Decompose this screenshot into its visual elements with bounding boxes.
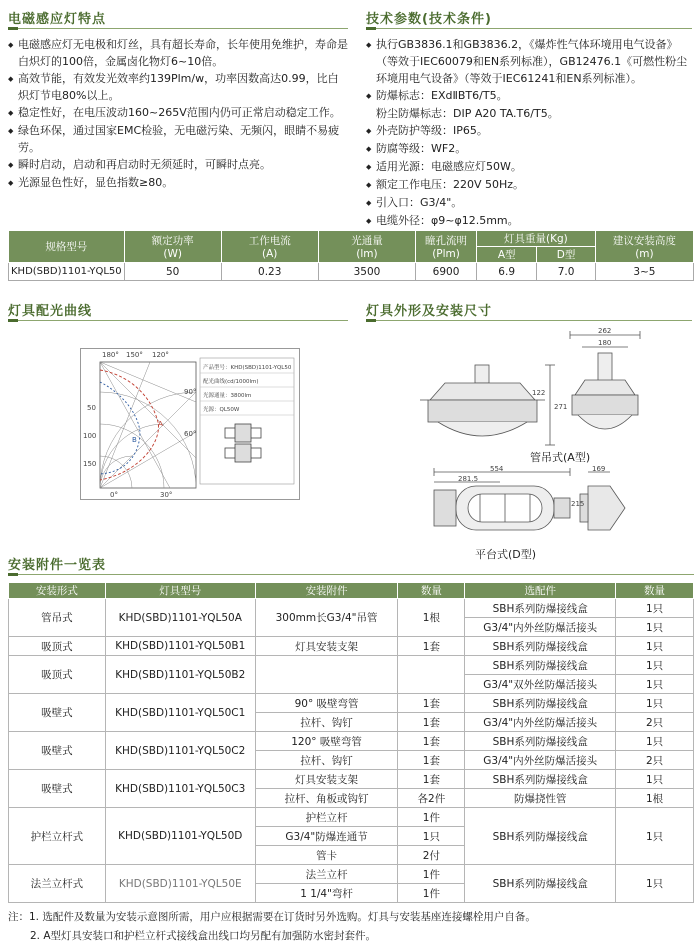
table-row xyxy=(9,808,694,827)
acc-cell: SBH系列防爆接线盒 xyxy=(465,694,616,713)
spec-table xyxy=(8,230,694,281)
acc-cell: SBH系列防爆接线盒 xyxy=(465,865,616,903)
list-item xyxy=(366,105,694,122)
acc-cell: 1只 xyxy=(616,656,694,675)
spec-cell: 3500 xyxy=(318,263,415,281)
tech-rule xyxy=(366,28,692,29)
list-item-text: 光源显色性好，显色指数≥80。 xyxy=(18,176,174,189)
acc-cell: 1只 xyxy=(616,770,694,789)
acc-cell: 各2件 xyxy=(398,789,465,808)
acc-cell: 吸顶式 xyxy=(9,656,106,694)
dim-label: 180 xyxy=(598,339,612,347)
acc-cell: SBH系列防爆接线盒 xyxy=(465,732,616,751)
list-item xyxy=(8,174,348,192)
acc-cell: 管卡 xyxy=(255,846,398,865)
acc-cell: 2只 xyxy=(616,713,694,732)
list-item-text: 执行GB3836.1和GB3836.2，《爆炸性气体环境用电气设备》（等效于IEC60079和EN系列标准），GB12476.1《可燃性粉尘环境用电气设备》（等效于IEC61241和EN系列标准）。 xyxy=(376,38,688,85)
acc-cell: 1件 xyxy=(398,884,465,903)
acc-header: 数量 xyxy=(398,583,465,599)
dim-label: 281.5 xyxy=(458,475,479,483)
acc-header: 灯具型号 xyxy=(105,583,255,599)
acc-cell: 1套 xyxy=(398,732,465,751)
dim-label: 122 xyxy=(532,389,546,397)
bullet-icon: ◆ xyxy=(366,92,372,100)
acc-cell: 灯具安装支架 xyxy=(255,637,398,656)
dim-label: 554 xyxy=(490,465,504,473)
angle-label: 90° xyxy=(184,388,197,396)
dims-rule xyxy=(366,320,692,321)
acc-cell: G3/4"内外丝防爆活接头 xyxy=(465,713,616,732)
acc-cell: 1根 xyxy=(616,789,694,808)
acc-cell: 2只 xyxy=(616,751,694,770)
list-item-text: 瞬时启动，启动和再启动时无须延时，可瞬时点亮。 xyxy=(18,158,271,171)
bullet-icon: ◆ xyxy=(8,127,14,135)
bullet-icon: ◆ xyxy=(366,199,372,207)
light-distribution-diagram xyxy=(80,348,300,500)
list-item-text: 防腐等级：WF2。 xyxy=(376,142,467,155)
acc-cell: 吸壁式 xyxy=(9,732,106,770)
info-line: 光源：QL50W xyxy=(203,407,240,413)
bullet-icon: ◆ xyxy=(8,41,14,49)
spec-cell: 6900 xyxy=(416,263,477,281)
spec-cell: 0.23 xyxy=(221,263,318,281)
acc-cell: G3/4"防爆连通节 xyxy=(255,827,398,846)
spec-cell: 3~5 xyxy=(595,263,693,281)
acc-cell: KHD(SBD)1101-YQL50B1 xyxy=(105,637,255,656)
bullet-icon: ◆ xyxy=(8,75,14,83)
features-title: 电磁感应灯特点 xyxy=(8,12,107,27)
bullet-icon: ◆ xyxy=(8,109,14,117)
acc-cell: 1套 xyxy=(398,770,465,789)
bullet-icon: ◆ xyxy=(8,161,14,169)
light-curve-title: 灯具配光曲线 xyxy=(8,304,93,319)
bullet-icon: ◆ xyxy=(366,127,372,135)
list-item xyxy=(8,70,348,104)
radius-label: 150 xyxy=(83,460,97,468)
acc-cell: 1只 xyxy=(616,675,694,694)
light-curve-rule xyxy=(8,320,348,321)
list-item-text: 电缆外径：φ9~φ12.5mm。 xyxy=(376,214,519,227)
dim-label: 215 xyxy=(571,500,585,508)
acc-cell: KHD(SBD)1101-YQL50C3 xyxy=(105,770,255,808)
acc-cell: KHD(SBD)1101-YQL50A xyxy=(105,599,255,637)
list-item xyxy=(366,194,694,212)
bullet-icon: ◆ xyxy=(366,217,372,225)
acc-cell xyxy=(398,656,465,694)
table-row xyxy=(9,865,694,884)
acc-cell: 拉杆、角板或钩钉 xyxy=(255,789,398,808)
bullet-icon: ◆ xyxy=(366,163,372,171)
acc-cell: 1件 xyxy=(398,865,465,884)
spec-h-height: 建议安装高度 (m) xyxy=(595,231,693,263)
tech-list xyxy=(366,36,694,230)
acc-cell: SBH系列防爆接线盒 xyxy=(465,808,616,865)
list-item xyxy=(366,176,694,194)
acc-title: 安装附件一览表 xyxy=(8,558,107,573)
acc-cell: 1 1/4"弯杆 xyxy=(255,884,398,903)
spec-h-weight: 灯具重量(Kg) xyxy=(476,231,595,247)
spec-h-weight-a: A型 xyxy=(476,247,536,263)
list-item-text: 适用光源：电磁感应灯50W。 xyxy=(376,160,522,173)
angle-label: 60° xyxy=(184,430,197,438)
acc-cell: 1套 xyxy=(398,751,465,770)
features-rule xyxy=(8,28,348,29)
acc-cell: 1套 xyxy=(398,637,465,656)
notes xyxy=(8,908,698,944)
table-row xyxy=(9,599,694,618)
acc-cell: 吸壁式 xyxy=(9,694,106,732)
dim-label: 271 xyxy=(554,403,568,411)
dim-label: 262 xyxy=(598,327,612,335)
acc-cell: 1只 xyxy=(616,808,694,865)
angle-label: 120° xyxy=(152,351,169,359)
angle-label: 150° xyxy=(126,351,143,359)
bullet-icon: ◆ xyxy=(366,41,372,49)
list-item-text: 粉尘防爆标志：DIP A20 TA.T6/T5。 xyxy=(376,107,559,120)
spec-cell: 6.9 xyxy=(476,263,536,281)
acc-header: 安装附件 xyxy=(255,583,398,599)
acc-cell: 300mm长G3/4"吊管 xyxy=(255,599,398,637)
curve-label-a: A xyxy=(158,420,163,428)
list-item-text: 稳定性好，在电压波动160~265V范围内仍可正常启动稳定工作。 xyxy=(18,106,341,119)
radius-label: 50 xyxy=(87,404,96,412)
radius-label: 100 xyxy=(83,432,97,440)
list-item xyxy=(366,87,694,105)
acc-cell: KHD(SBD)1101-YQL50E xyxy=(105,865,255,903)
list-item xyxy=(8,156,348,174)
caption-type-a: 管吊式(A型) xyxy=(530,451,591,464)
acc-cell: 1只 xyxy=(616,732,694,751)
list-item xyxy=(8,104,348,122)
list-item xyxy=(366,36,694,87)
acc-cell: 1只 xyxy=(398,827,465,846)
acc-rule xyxy=(8,574,694,575)
spec-h-plm: 瞳孔流明 (Plm) xyxy=(416,231,477,263)
spec-cell: 7.0 xyxy=(537,263,595,281)
acc-header: 安装形式 xyxy=(9,583,106,599)
dims-title: 灯具外形及安装尺寸 xyxy=(366,304,493,319)
type-d-drawing xyxy=(420,466,680,544)
bullet-icon: ◆ xyxy=(366,181,372,189)
acc-cell: 拉杆、钩钉 xyxy=(255,751,398,770)
acc-cell: SBH系列防爆接线盒 xyxy=(465,770,616,789)
acc-cell: 拉杆、钩钉 xyxy=(255,713,398,732)
acc-cell: SBH系列防爆接线盒 xyxy=(465,637,616,656)
curve-label-b: B xyxy=(132,436,137,444)
spec-cell: 50 xyxy=(124,263,221,281)
acc-cell: G3/4"内外丝防爆活接头 xyxy=(465,618,616,637)
list-item-text: 绿色环保，通过国家EMC检验，无电磁污染、无频闪，眼睛不易疲劳。 xyxy=(18,124,340,154)
spec-cell: KHD(SBD)1101-YQL50 xyxy=(9,263,125,281)
acc-cell: 1套 xyxy=(398,694,465,713)
table-row xyxy=(9,770,694,789)
caption-type-d: 平台式(D型) xyxy=(475,548,537,561)
acc-cell xyxy=(255,656,398,694)
acc-cell: 1只 xyxy=(616,865,694,903)
note-line: 注：1. 选配件及数量为安装示意图所需，用户应根据需要在订货时另外选购。灯具与安装基座连接螺栓用户自备。 xyxy=(8,911,536,923)
note-line: 2. A型灯具安装口和护栏立杆式接线盒出线口均另配有加强防水密封套件。 xyxy=(30,930,377,942)
spec-h-current: 工作电流 (A) xyxy=(221,231,318,263)
acc-cell: KHD(SBD)1101-YQL50D xyxy=(105,808,255,865)
list-item-text: 引入口：G3/4"。 xyxy=(376,196,463,209)
acc-cell: 1根 xyxy=(398,599,465,637)
table-row xyxy=(9,656,694,675)
list-item xyxy=(366,212,694,230)
acc-cell: 1只 xyxy=(616,637,694,656)
acc-cell: 法兰立杆式 xyxy=(9,865,106,903)
spec-h-power: 额定功率 (W) xyxy=(124,231,221,263)
acc-cell: G3/4"内外丝防爆活接头 xyxy=(465,751,616,770)
dim-label: 169 xyxy=(592,465,606,473)
acc-cell: 吸顶式 xyxy=(9,637,106,656)
acc-cell: KHD(SBD)1101-YQL50C1 xyxy=(105,694,255,732)
acc-cell: 灯具安装支架 xyxy=(255,770,398,789)
spec-h-weight-d: D型 xyxy=(537,247,595,263)
acc-header: 数量 xyxy=(616,583,694,599)
acc-cell: 1套 xyxy=(398,713,465,732)
acc-cell: 1件 xyxy=(398,808,465,827)
table-row xyxy=(9,637,694,656)
bullet-icon: ◆ xyxy=(8,179,14,187)
table-row xyxy=(9,694,694,713)
acc-cell: 2付 xyxy=(398,846,465,865)
list-item-text: 外壳防护等级：IP65。 xyxy=(376,124,488,137)
acc-cell: KHD(SBD)1101-YQL50B2 xyxy=(105,656,255,694)
list-item-text: 额定工作电压：220V 50Hz。 xyxy=(376,178,525,191)
list-item xyxy=(366,122,694,140)
acc-cell: 护栏立杆式 xyxy=(9,808,106,865)
acc-cell: 1只 xyxy=(616,694,694,713)
list-item xyxy=(8,36,348,70)
acc-header: 选配件 xyxy=(465,583,616,599)
accessory-table xyxy=(8,582,694,903)
bullet-icon: ◆ xyxy=(366,145,372,153)
list-item xyxy=(366,158,694,176)
bullet-icon xyxy=(366,105,376,122)
spec-h-model: 规格型号 xyxy=(9,231,125,263)
table-row xyxy=(9,732,694,751)
acc-cell: 护栏立杆 xyxy=(255,808,398,827)
acc-cell: SBH系列防爆接线盒 xyxy=(465,599,616,618)
list-item-text: 防爆标志：EXdⅡBT6/T5。 xyxy=(376,89,508,102)
list-item-text: 电磁感应灯无电极和灯丝，具有超长寿命，长年使用免维护，寿命是白炽灯的100倍，金属卤化物灯6~10倍。 xyxy=(18,38,348,68)
features-list xyxy=(8,36,348,192)
angle-label: 30° xyxy=(160,491,173,499)
acc-cell: 90° 吸壁弯管 xyxy=(255,694,398,713)
type-a-drawing xyxy=(420,325,680,455)
tech-title: 技术参数(技术条件) xyxy=(366,12,492,27)
acc-cell: KHD(SBD)1101-YQL50C2 xyxy=(105,732,255,770)
angle-label: 180° xyxy=(102,351,119,359)
info-line: 配光曲线(cd/1000lm) xyxy=(203,379,259,385)
acc-cell: SBH系列防爆接线盒 xyxy=(465,656,616,675)
info-line: 产品型号：KHD(SBD)1101-YQL50 xyxy=(203,365,292,371)
angle-label: 0° xyxy=(110,491,118,499)
acc-cell: 1只 xyxy=(616,618,694,637)
acc-cell: G3/4"双外丝防爆活接头 xyxy=(465,675,616,694)
acc-cell: 吸壁式 xyxy=(9,770,106,808)
list-item-text: 高效节能，有效发光效率约139Plm/w，功率因数高达0.99，比白炽灯节电80%以上。 xyxy=(18,72,339,102)
acc-cell: 法兰立杆 xyxy=(255,865,398,884)
acc-cell: 120° 吸壁弯管 xyxy=(255,732,398,751)
list-item xyxy=(8,122,348,156)
spec-h-flux: 光通量 (lm) xyxy=(318,231,415,263)
info-line: 光源通量：3800lm xyxy=(203,393,252,399)
acc-cell: 防爆挠性管 xyxy=(465,789,616,808)
list-item xyxy=(366,140,694,158)
acc-cell: 1只 xyxy=(616,599,694,618)
acc-cell: 管吊式 xyxy=(9,599,106,637)
